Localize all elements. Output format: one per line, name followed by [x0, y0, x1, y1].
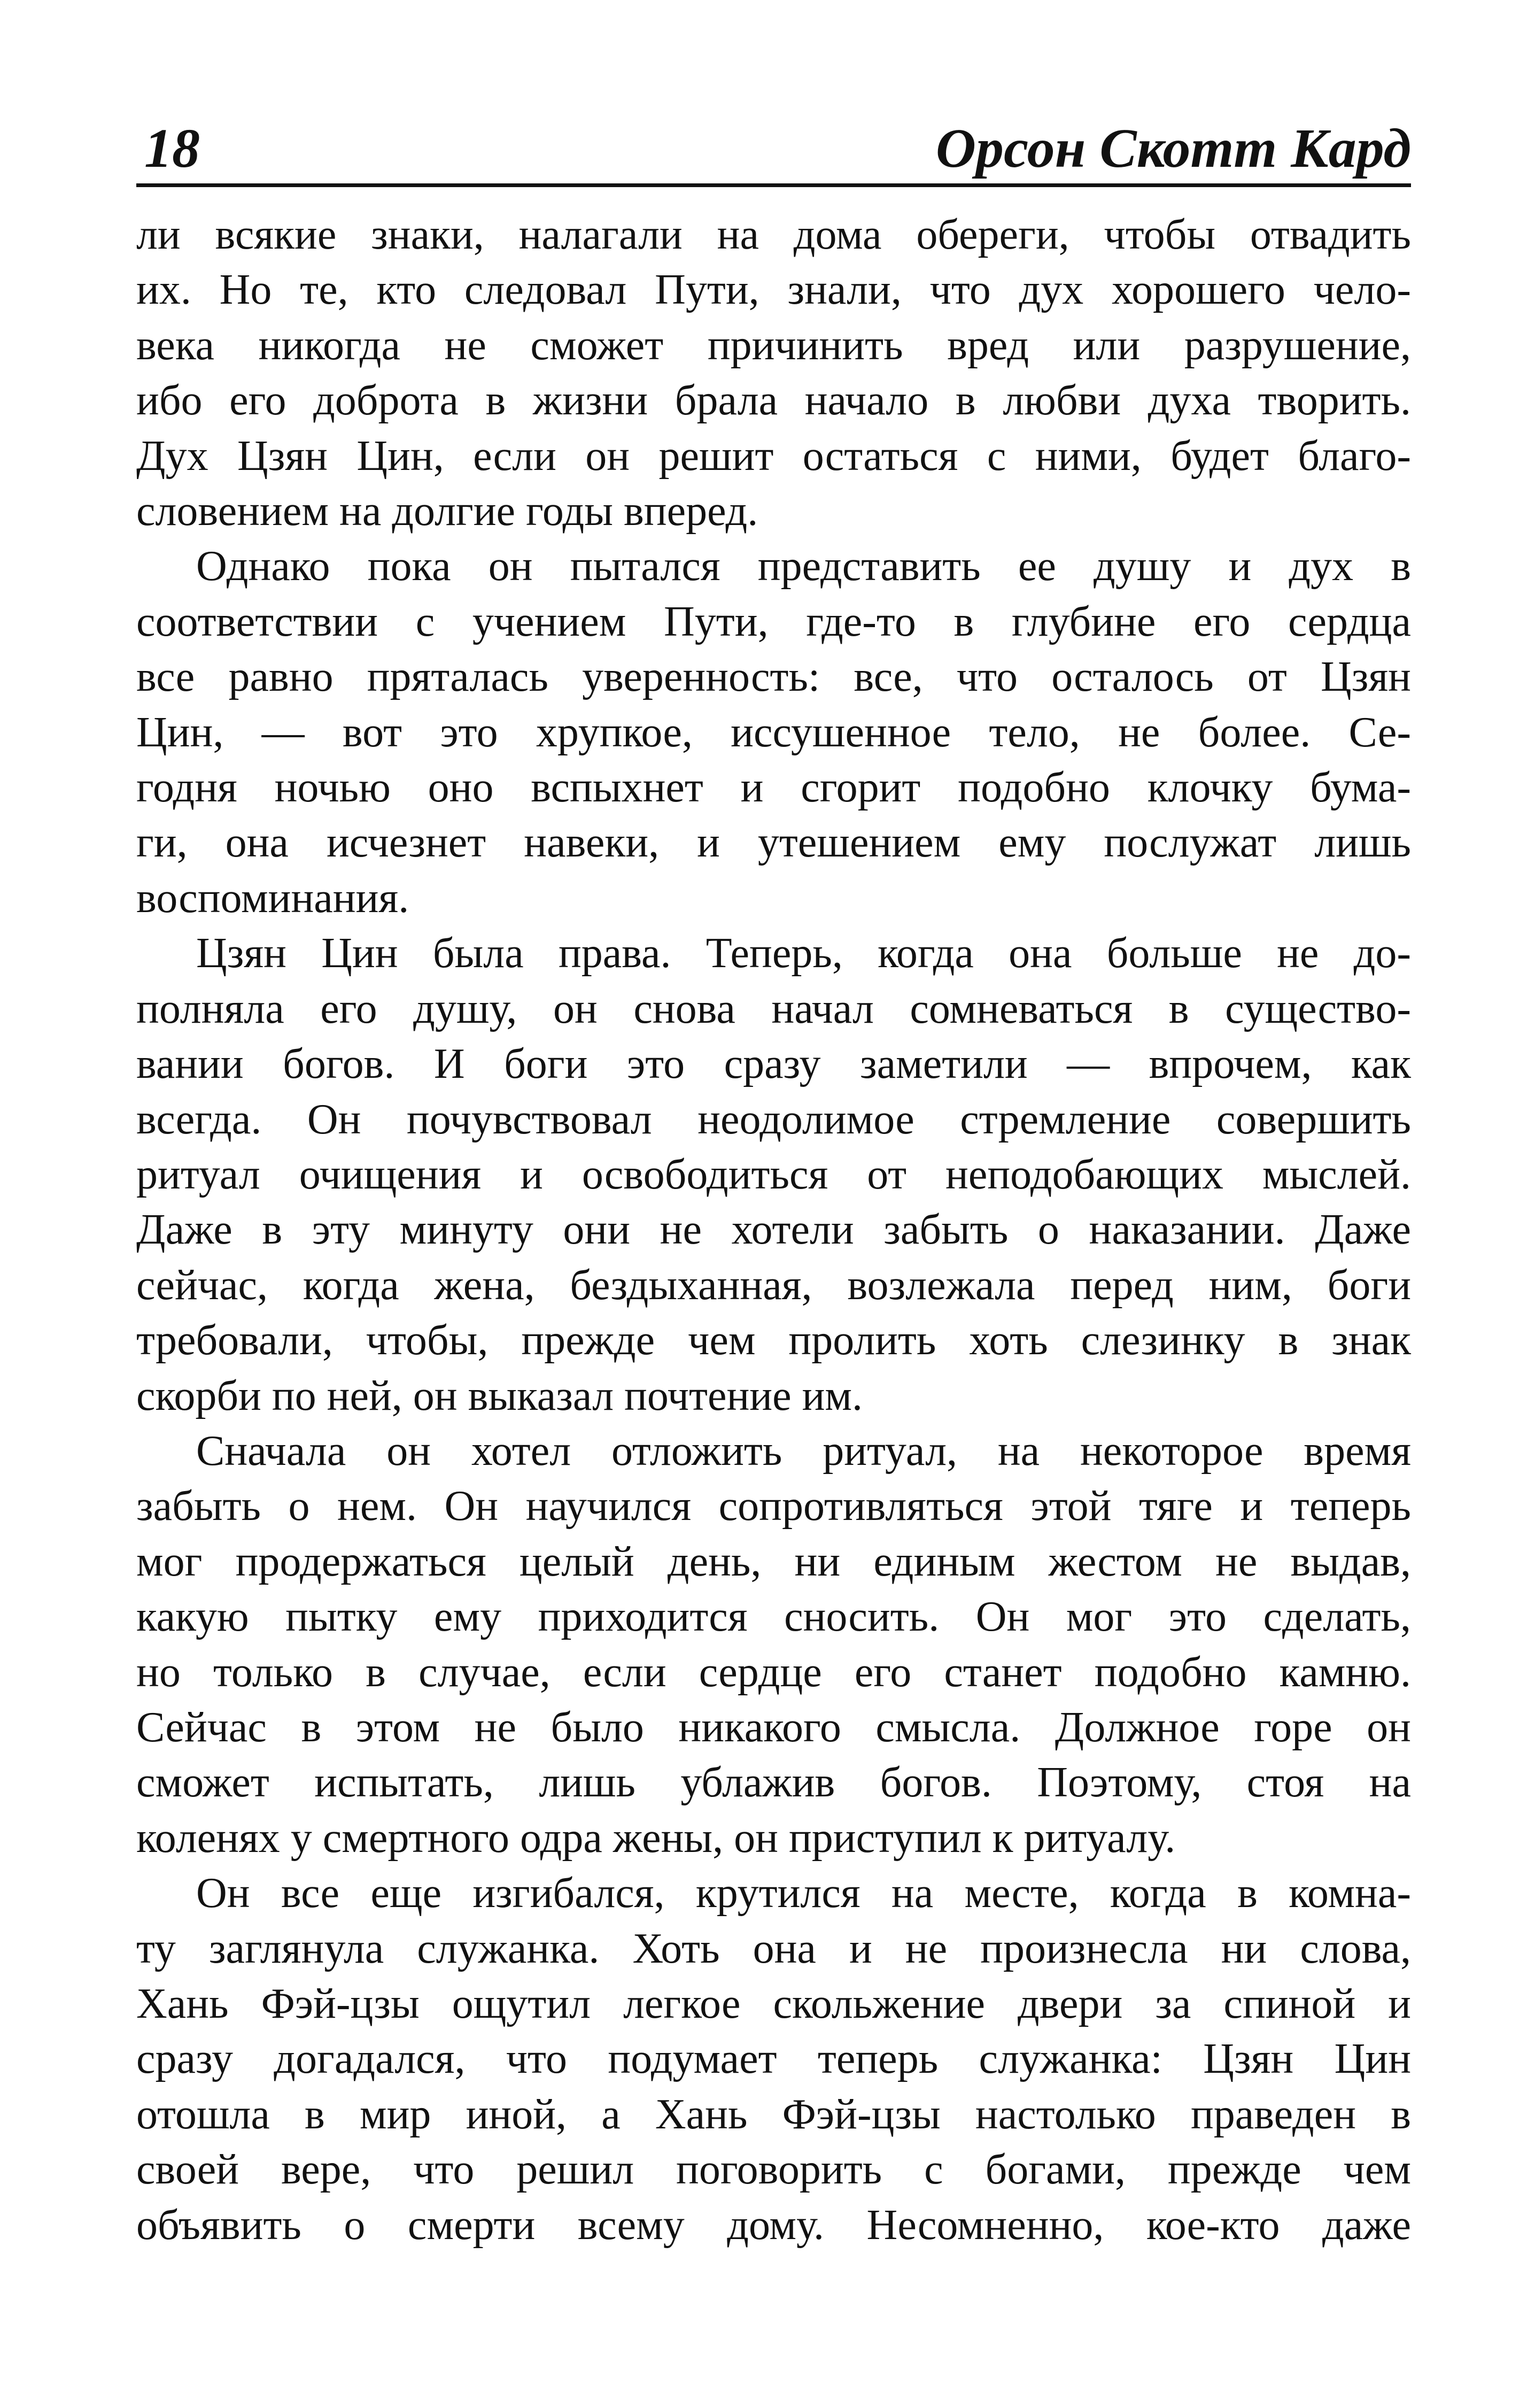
- text-line: Однако пока он пытался представить ее душу и дух в: [196, 543, 1411, 590]
- header-rule: [136, 183, 1411, 187]
- book-page: [136, 107, 1411, 2253]
- text-line: воспоминания.: [136, 874, 409, 922]
- text-line: Даже в эту минуту они не хотели забыть о наказании. Даже: [136, 1206, 1411, 1254]
- text-line: Дух Цзян Цин, если он решит остаться с ними, будет благо-: [136, 432, 1411, 480]
- text-line: но только в случае, если сердце его станет подобно камню.: [136, 1648, 1411, 1696]
- text-line: ги, она исчезнет навеки, и утешением ему послужат лишь: [136, 819, 1411, 867]
- page-number: 18: [144, 118, 200, 179]
- text-line: вании богов. И боги это сразу заметили — впрочем, как: [136, 1040, 1411, 1088]
- text-line: соответствии с учением Пути, где-то в глубине его сердца: [136, 598, 1411, 645]
- text-line: Он все еще изгибался, крутился на месте, когда в комна-: [196, 1870, 1411, 1917]
- text-line: годня ночью оно вспыхнет и сгорит подобно клочку бума-: [136, 764, 1411, 812]
- paragraph: [136, 1866, 1411, 2253]
- text-line: ли всякие знаки, налагали на дома обереги, чтобы отвадить: [136, 211, 1411, 258]
- text-line: ибо его доброта в жизни брала начало в любви духа творить.: [136, 377, 1411, 425]
- text-line: скорби по ней, он выказал почтение им.: [136, 1372, 863, 1419]
- text-line: сможет испытать, лишь ублажив богов. Поэтому, стоя на: [136, 1759, 1411, 1807]
- text-line: какую пытку ему приходится сносить. Он мог это сделать,: [136, 1593, 1411, 1641]
- text-line: ритуал очищения и освободиться от неподобающих мыслей.: [136, 1151, 1411, 1198]
- text-line: мог продержаться целый день, ни единым жестом не выдав,: [136, 1538, 1411, 1585]
- text-line: Сначала он хотел отложить ритуал, на некоторое время: [196, 1427, 1411, 1475]
- paragraph: [136, 926, 1411, 1424]
- text-line: ту заглянула служанка. Хоть она и не произнесла ни слова,: [136, 1925, 1411, 1972]
- text-line: Сейчас в этом не было никакого смысла. Должное горе он: [136, 1703, 1411, 1751]
- text-line: всегда. Он почувствовал неодолимое стремление совершить: [136, 1095, 1411, 1143]
- paragraph: [136, 207, 1411, 539]
- text-line: объявить о смерти всему дому. Несомненно, кое-кто даже: [136, 2201, 1411, 2249]
- text-line: требовали, чтобы, прежде чем пролить хоть слезинку в знак: [136, 1317, 1411, 1364]
- text-line: полняла его душу, он снова начал сомневаться в существо-: [136, 985, 1411, 1032]
- text-line: сразу догадался, что подумает теперь служанка: Цзян Цин: [136, 2035, 1411, 2083]
- text-line: забыть о нем. Он научился сопротивляться этой тяге и теперь: [136, 1483, 1411, 1530]
- text-line: их. Но те, кто следовал Пути, знали, что дух хорошего чело-: [136, 266, 1411, 314]
- text-line: Цзян Цин была права. Теперь, когда она больше не до-: [196, 930, 1411, 977]
- running-head: [136, 107, 1411, 186]
- text-line: коленях у смертного одра жены, он приступил к ритуалу.: [136, 1814, 1176, 1862]
- paragraph: [136, 539, 1411, 926]
- running-title: Орсон Скотт Кард: [935, 118, 1411, 179]
- text-line: отошла в мир иной, а Хань Фэй-цзы настолько праведен в: [136, 2090, 1411, 2138]
- text-line: Хань Фэй-цзы ощутил легкое скольжение двери за спиной и: [136, 1980, 1411, 2027]
- text-line: все равно пряталась уверенность: все, что осталось от Цзян: [136, 653, 1411, 701]
- text-line: сейчас, когда жена, бездыханная, возлежала перед ним, боги: [136, 1261, 1411, 1309]
- body-text: [136, 207, 1411, 2253]
- text-line: словением на долгие годы вперед.: [136, 488, 758, 535]
- text-line: Цин, — вот это хрупкое, иссушенное тело, не более. Се-: [136, 708, 1411, 756]
- text-line: века никогда не сможет причинить вред или разрушение,: [136, 321, 1411, 369]
- text-line: своей вере, что решил поговорить с богами, прежде чем: [136, 2146, 1411, 2194]
- paragraph: [136, 1424, 1411, 1866]
